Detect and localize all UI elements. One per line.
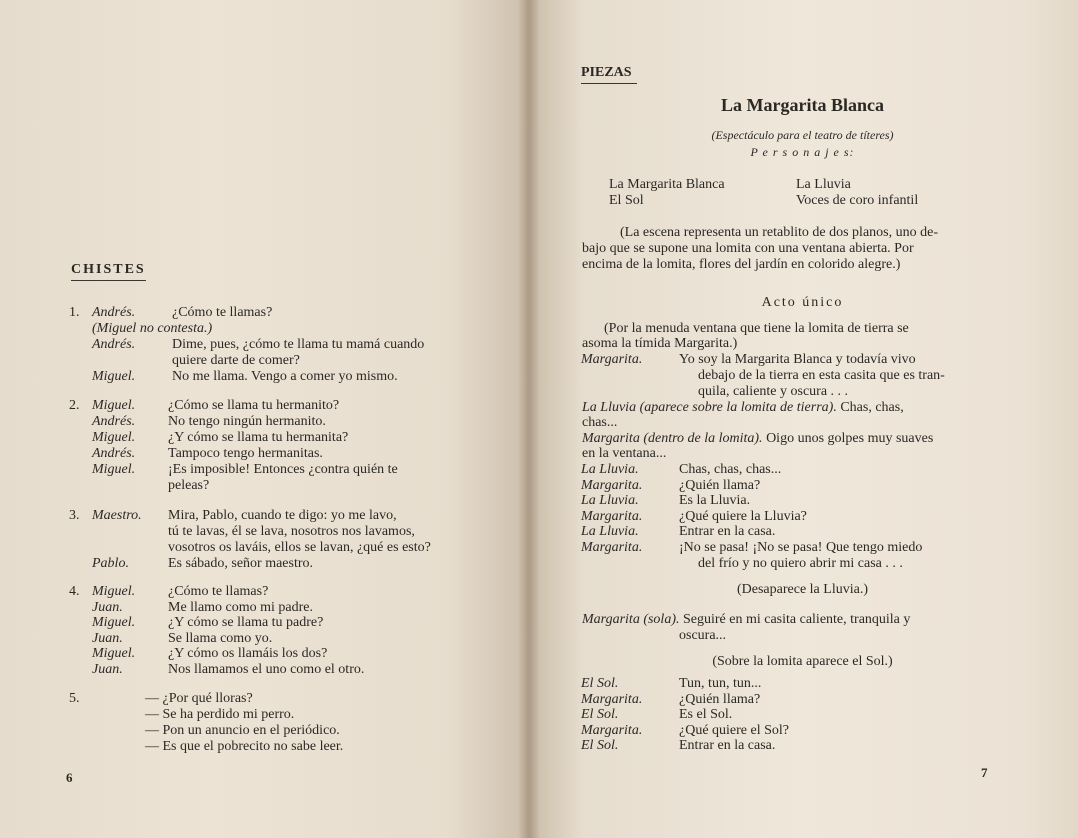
speaker-name: Andrés. [92, 414, 136, 429]
speaker-name: Miguel. [92, 398, 136, 413]
play-title: La Margarita Blanca [721, 95, 884, 115]
speaker-name: Margarita. [581, 691, 643, 707]
piezas-heading: PIEZAS [581, 65, 637, 84]
speech-text: Chas, chas, [836, 400, 904, 415]
speaker-name: El Sol. [581, 707, 619, 723]
right-page-number: 7 [981, 765, 988, 780]
dialogue-text: — Se ha perdido mi perro. [145, 707, 295, 722]
speaker-name: Miguel. [92, 584, 136, 599]
dialogue-text: — ¿Por qué lloras? [145, 691, 253, 706]
dialogue-text: Chas, chas, chas... [679, 462, 782, 477]
speaker-name: Margarita. [581, 540, 643, 555]
dialogue-text: ¿Quién llama? [679, 477, 761, 493]
margarita-intro-cont: en la ventana... [582, 446, 667, 461]
dialogue-text: Entrar en la casa. [679, 738, 776, 754]
opening-direction-line: (Por la menuda ventana que tiene la lomita de tierra se [604, 321, 909, 336]
speaker-name: Miguel. [92, 462, 136, 477]
margarita-sola-cont: oscura... [679, 628, 727, 643]
dialogue-text: ¿Cómo te llamas? [172, 305, 273, 320]
dialogue-text: ¡Es imposible! Entonces ¿contra quién te [168, 462, 398, 477]
speaker-name: (Miguel no contesta.) [92, 321, 213, 336]
dialogue-text: No tengo ningún hermanito. [168, 414, 326, 429]
speaker-name: Margarita. [581, 477, 643, 493]
dialogue-text: No me llama. Vengo a comer yo mismo. [172, 369, 398, 384]
dialogue-text: quila, caliente y oscura . . . [698, 384, 849, 399]
character-margarita: La Margarita Blanca [609, 177, 725, 192]
stage-direction: Margarita (sola). [582, 612, 680, 627]
left-page-number: 6 [66, 770, 73, 785]
character-sol: El Sol [609, 193, 644, 208]
lluvia-intro-cont: chas... [582, 415, 618, 430]
character-coro: Voces de coro infantil [796, 193, 919, 208]
dialogue-text: Yo soy la Margarita Blanca y todavía vivo [679, 352, 916, 367]
margarita-intro [582, 431, 933, 447]
dialogue-text: — Pon un anuncio en el periódico. [145, 723, 340, 738]
book-gutter [518, 0, 540, 838]
dialogue-text: Me llamo como mi padre. [168, 599, 314, 615]
dialogue-text: Mira, Pablo, cuando te digo: yo me lavo, [168, 508, 397, 523]
speaker-name: La Lluvia. [581, 462, 639, 477]
speaker-name: Andrés. [92, 305, 136, 320]
speaker-name: Miguel. [92, 430, 136, 445]
joke-number: 5. [69, 691, 80, 706]
dialogue-text: ¿Qué quiere el Sol? [679, 722, 790, 738]
play-subtitle: (Espectáculo para el teatro de títeres) [711, 128, 894, 142]
dialogue-text: ¿Cómo se llama tu hermanito? [168, 398, 340, 413]
speaker-name: El Sol. [581, 738, 619, 754]
joke-number: 3. [69, 508, 80, 523]
personajes-label: P e r s o n a j e s: [750, 145, 855, 159]
speaker-name: Margarita. [581, 722, 643, 738]
scene-description-line: encima de la lomita, flores del jardín en colorido alegre.) [582, 257, 901, 272]
dialogue-text: ¿Qué quiere la Lluvia? [679, 508, 807, 524]
scene-description-line: (La escena representa un retablito de dos planos, uno de- [620, 225, 938, 240]
sobre-lomita-direction: (Sobre la lomita aparece el Sol.) [712, 654, 893, 669]
dialogue-text: Es el Sol. [679, 707, 733, 723]
speaker-name: Margarita. [581, 508, 643, 524]
speaker-name: Andrés. [92, 446, 136, 461]
dialogue-text: ¿Y cómo os llamáis los dos? [168, 646, 328, 662]
margarita-sola [582, 612, 910, 628]
dialogue-text: debajo de la tierra en esta casita que es tran- [698, 368, 945, 383]
character-lluvia: La Lluvia [796, 177, 851, 192]
dialogue-text: ¿Quién llama? [679, 691, 761, 707]
dialogue-text: del frío y no quiero abrir mi casa . . . [698, 555, 903, 571]
speaker-name: La Lluvia. [581, 493, 639, 509]
dialogue-text: Dime, pues, ¿cómo te llama tu mamá cuando [172, 337, 425, 352]
dialogue-text: Es sábado, señor maestro. [168, 556, 314, 571]
dialogue-text: Entrar en la casa. [679, 524, 776, 540]
speaker-name: Miguel. [92, 646, 136, 662]
speech-text: Seguiré en mi casita caliente, tranquila y [679, 612, 911, 627]
dialogue-text: Se llama como yo. [168, 630, 273, 646]
dialogue-text: ¿Y cómo se llama tu hermanita? [168, 430, 349, 445]
dialogue-text: Nos llamamos el uno como el otro. [168, 662, 365, 677]
speaker-name: Juan. [92, 630, 123, 646]
stage-direction: Margarita (dentro de la lomita). [582, 431, 763, 446]
dialogue-text: ¿Y cómo se llama tu padre? [168, 615, 324, 631]
speaker-name: Margarita. [581, 352, 643, 367]
speaker-name: Pablo. [92, 556, 129, 571]
dialogue-text: — Es que el pobrecito no sabe leer. [145, 739, 344, 754]
speaker-name: Miguel. [92, 369, 136, 384]
dialogue-text: vosotros os laváis, ellos se lavan, ¿qué es esto? [168, 540, 431, 555]
speech-text: Oigo unos golpes muy suaves [762, 431, 934, 446]
speaker-name: Juan. [92, 662, 123, 677]
lluvia-intro [582, 400, 904, 416]
joke-number: 2. [69, 398, 80, 413]
dialogue-text: Tun, tun, tun... [679, 676, 762, 691]
speaker-name: Andrés. [92, 337, 136, 352]
stage-direction: La Lluvia (aparece sobre la lomita de tierra). [582, 400, 837, 415]
acto-heading: Acto único [761, 295, 844, 310]
speaker-name: Miguel. [92, 615, 136, 631]
desaparece-direction: (Desaparece la Lluvia.) [737, 582, 868, 597]
joke-number: 4. [69, 584, 80, 599]
speaker-name: La Lluvia. [581, 524, 639, 540]
dialogue-text: Es la Lluvia. [679, 493, 751, 509]
opening-direction-line: asoma la tímida Margarita.) [582, 336, 738, 351]
joke-number: 1. [69, 305, 80, 320]
dialogue-text: Tampoco tengo hermanitas. [168, 446, 323, 461]
speaker-name: El Sol. [581, 676, 619, 691]
dialogue-text: ¿Cómo te llamas? [168, 584, 269, 599]
dialogue-text: quiere darte de comer? [172, 353, 300, 368]
speaker-name: Maestro. [92, 508, 142, 523]
chistes-heading: CHISTES [71, 262, 146, 281]
dialogue-text: ¡No se pasa! ¡No se pasa! Que tengo miedo [679, 540, 923, 555]
scene-description-line: bajo que se supone una lomita con una ventana abierta. Por [582, 241, 914, 256]
speaker-name: Juan. [92, 599, 123, 615]
dialogue-text: tú te lavas, él se lava, nosotros nos lavamos, [168, 524, 415, 539]
dialogue-text: peleas? [168, 478, 210, 493]
